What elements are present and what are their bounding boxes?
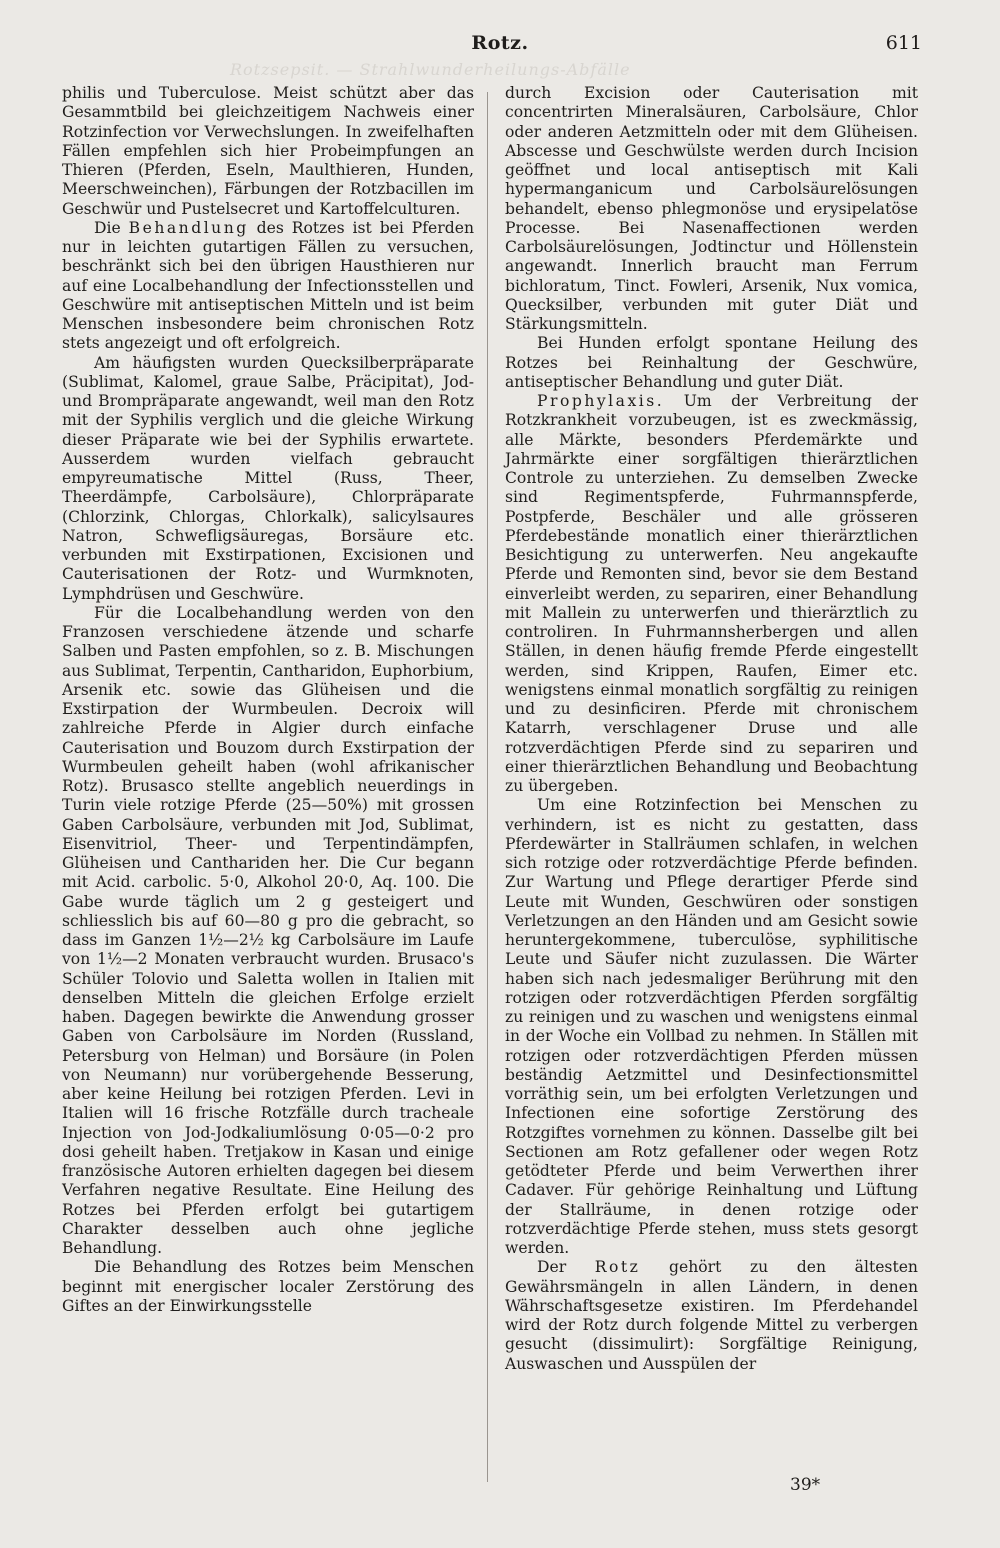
spaced-term: Rotz bbox=[594, 1258, 641, 1277]
paragraph-rotz bbox=[505, 1258, 918, 1374]
paragraph-prophylaxis bbox=[505, 392, 918, 796]
bleed-through-text: Rotzsepsit. — Strahlwunderheilungs-Abfälle bbox=[230, 60, 631, 79]
column-divider bbox=[487, 92, 488, 1482]
spaced-term: Behandlung bbox=[128, 218, 249, 237]
paragraph: Um eine Rotzinfection bei Menschen zu verhindern, ist es nicht zu gestatten, dass Pferdewärter in Stallräumen schlafen, in welchen sich rotzige oder rotzverdächtige Pferde befinden. Zur Wartung und Pflege derartiger Pferde sind Leute mit Wunden, Geschwüren oder sonstigen Verletzungen an den Händen und am Gesicht sowie heruntergekommene, tuberculöse, syphilitische Leute und Säufer nicht zuzulassen. Die Wärter haben sich nach jedesmaliger Berührung mit den rotzigen oder rotzverdächtigen Pferden sorgfältig zu reinigen und zu waschen und wenigstens einmal in der Woche ein Vollbad zu nehmen. In Ställen mit rotzigen oder rotzverdächtigen Pferden müssen beständig Aetzmittel und Desinfectionsmittel vorräthig sein, um bei erfolgten Verletzungen und Infectionen eine sofortige Zerstörung des Rotzgiftes vornehmen zu können. Dasselbe gilt bei Sectionen am Rotz gefallener oder wegen Rotz getödteter Pferde und beim Verwerthen ihrer Cadaver. Für gehörige Reinhaltung und Lüftung der Stallräume, in denen rotzige oder rotzverdächtige Pferde stehen, muss stets gesorgt werden. bbox=[505, 796, 918, 1257]
page-number: 611 bbox=[885, 32, 922, 54]
paragraph: durch Excision oder Cauterisation mit concentrirten Mineralsäuren, Carbolsäure, Chlor oder anderen Aetzmitteln oder mit dem Glüheisen. Abscesse und Geschwülste werden durch Incision geöffnet und local antiseptisch mit Kali hypermanganicum und Carbolsäurelösungen behandelt, ebenso phlegmonöse und erysipelatöse Processe. Bei Nasenaffectionen werden Carbolsäurelösungen, Jodtinctur und Höllenstein angewandt. Innerlich braucht man Ferrum bichloratum, Tinct. Fowleri, Arsenik, Nux vomica, Quecksilber, verbunden mit guter Diät und Stärkungsmitteln. bbox=[505, 84, 918, 333]
paragraph-rest: gehört zu den ältesten Gewährsmängeln in allen Ländern, in denen Währschaftsgesetze existiren. Im Pferdehandel wird der Rotz durch folgende Mittel zu verbergen gesucht (dissimulirt): Sorgfältige Reinigung, Auswaschen und Ausspülen der bbox=[505, 1258, 918, 1373]
paragraph-rest: des Rotzes ist bei Pferden nur in leichten gutartigen Fällen zu versuchen, beschränkt sich bei den übrigen Hausthieren nur auf eine Localbehandlung der Infectionsstellen und Geschwüre mit antiseptischen Mitteln und ist beim Menschen insbesondere beim chronischen Rotz stets angezeigt und oft erfolgreich. bbox=[62, 218, 474, 353]
paragraph: Bei Hunden erfolgt spontane Heilung des Rotzes bei Reinhaltung der Geschwüre, antiseptischer Behandlung und guter Diät. bbox=[505, 334, 918, 391]
paragraph: philis und Tuberculose. Meist schützt aber das Gesammtbild bei gleichzeitigem Nachweis einer Rotzinfection vor Verwechslungen. In zweifelhaften Fällen empfehlen sich hier Probeimpfungen an Thieren (Pferden, Eseln, Maulthieren, Hunden, Meerschweinchen), Färbungen der Rotzbacillen im Geschwür und Pustelsecret und Kartoffelculturen. bbox=[62, 84, 474, 218]
left-column bbox=[62, 84, 474, 1316]
paragraph: Für die Localbehandlung werden von den Franzosen verschiedene ätzende und scharfe Salben und Pasten empfohlen, so z. B. Mischungen aus Sublimat, Terpentin, Cantharidon, Euphorbium, Arsenik etc. sowie das Glüheisen und die Exstirpation der Wurmbeulen. Decroix will zahlreiche Pferde in Algier durch einfache Cauterisation und Bouzom durch Exstirpation der Wurmbeulen geheilt haben (wohl afrikanischer Rotz). Brusasco stellte angeblich neuerdings in Turin viele rotzige Pferde (25—50%) mit grossen Gaben Carbolsäure, verbunden mit Jod, Sublimat, Eisenvitriol, Theer- und Terpentindämpfen, Glüheisen und Canthariden her. Die Cur begann mit Acid. carbolic. 5·0, Alkohol 20·0, Aq. 100. Die Gabe wurde täglich um 2 g gesteigert und schliesslich bis auf 60—80 g pro die gebracht, so dass im Ganzen 1½—2½ kg Carbolsäure im Laufe von 1½—2 Monaten verbraucht wurden. Brusaco's Schüler Tolovio und Saletta wollen in Italien mit denselben Mitteln die gleichen Erfolge erzielt haben. Dagegen bewirkte die Anwendung grosser Gaben von Carbolsäure im Norden (Russland, Petersburg von Helman) und Borsäure (in Polen von Neumann) nur vorübergehende Besserung, aber keine Heilung bei rotzigen Pferden. Levi in Italien will 16 frische Rotzfälle durch tracheale Injection von Jod-Jodkaliumlösung 0·05—0·2 pro dosi geheilt haben. Tretjakow in Kasan und einige französische Autoren erhielten dagegen bei diesem Verfahren negative Resultate. Eine Heilung des Rotzes bei Pferden erfolgt bei gutartigem Charakter desselben auch ohne jegliche Behandlung. bbox=[62, 603, 474, 1257]
paragraph: Am häufigsten wurden Quecksilberpräparate (Sublimat, Kalomel, graue Salbe, Präcipitat), Jod- und Brompräparate angewandt, weil man den Rotz mit der Syphilis verglich und die gleiche Wirkung dieser Präparate wie bei der Syphilis erwartete. Ausserdem wurden vielfach gebraucht empyreumatische Mittel (Russ, Theer, Theerdämpfe, Carbolsäure), Chlorpräparate (Chlorzink, Chlorgas, Chlorkalk), salicylsaures Natron, Schwefligsäuregas, Borsäure etc. verbunden mit Exstirpationen, Excisionen und Cauterisationen der Rotz- und Wurmknoten, Lymphdrüsen und Geschwüre. bbox=[62, 353, 474, 603]
paragraph-lead-text: Die bbox=[94, 218, 129, 237]
right-column bbox=[505, 84, 918, 1374]
paragraph-behandlung bbox=[62, 219, 474, 354]
paragraph: Die Behandlung des Rotzes beim Menschen beginnt mit energischer localer Zerstörung des Giftes an der Einwirkungsstelle bbox=[62, 1258, 474, 1315]
signature-mark: 39* bbox=[790, 1475, 821, 1495]
page-title: Rotz. bbox=[471, 32, 529, 54]
paragraph-rest: Um der Verbreitung der Rotzkrankheit vorzubeugen, ist es zweckmässig, alle Märkte, besonders Pferdemärkte und Jahrmärkte einer sorgfältigen thierärztlichen Controle zu unterziehen. Zu demselben Zwecke sind Regimentspferde, Fuhrmannspferde, Postpferde, Beschäler und alle grösseren Pferdebestände monatlich einer thierärztlichen Besichtigung zu unterwerfen. Neu angekaufte Pferde und Remonten sind, bevor sie dem Bestand einverleibt werden, zu separiren, einer Behandlung mit Mallein zu unterwerfen und thierärztlich zu controliren. In Fuhrmannsherbergen und allen Ställen, in denen häufig fremde Pferde eingestellt werden, sind Krippen, Raufen, Eimer etc. wenigstens einmal monatlich sorgfältig zu reinigen und zu desinficiren. Pferde mit chronischem Katarrh, verschlagener Druse und alle rotzverdächtigen Pferde sind zu separiren und einer thierärztlichen Behandlung und Beobachtung zu übergeben. bbox=[505, 392, 918, 795]
paragraph-lead-text: Der bbox=[537, 1258, 595, 1277]
spaced-term: Prophylaxis. bbox=[537, 392, 665, 410]
